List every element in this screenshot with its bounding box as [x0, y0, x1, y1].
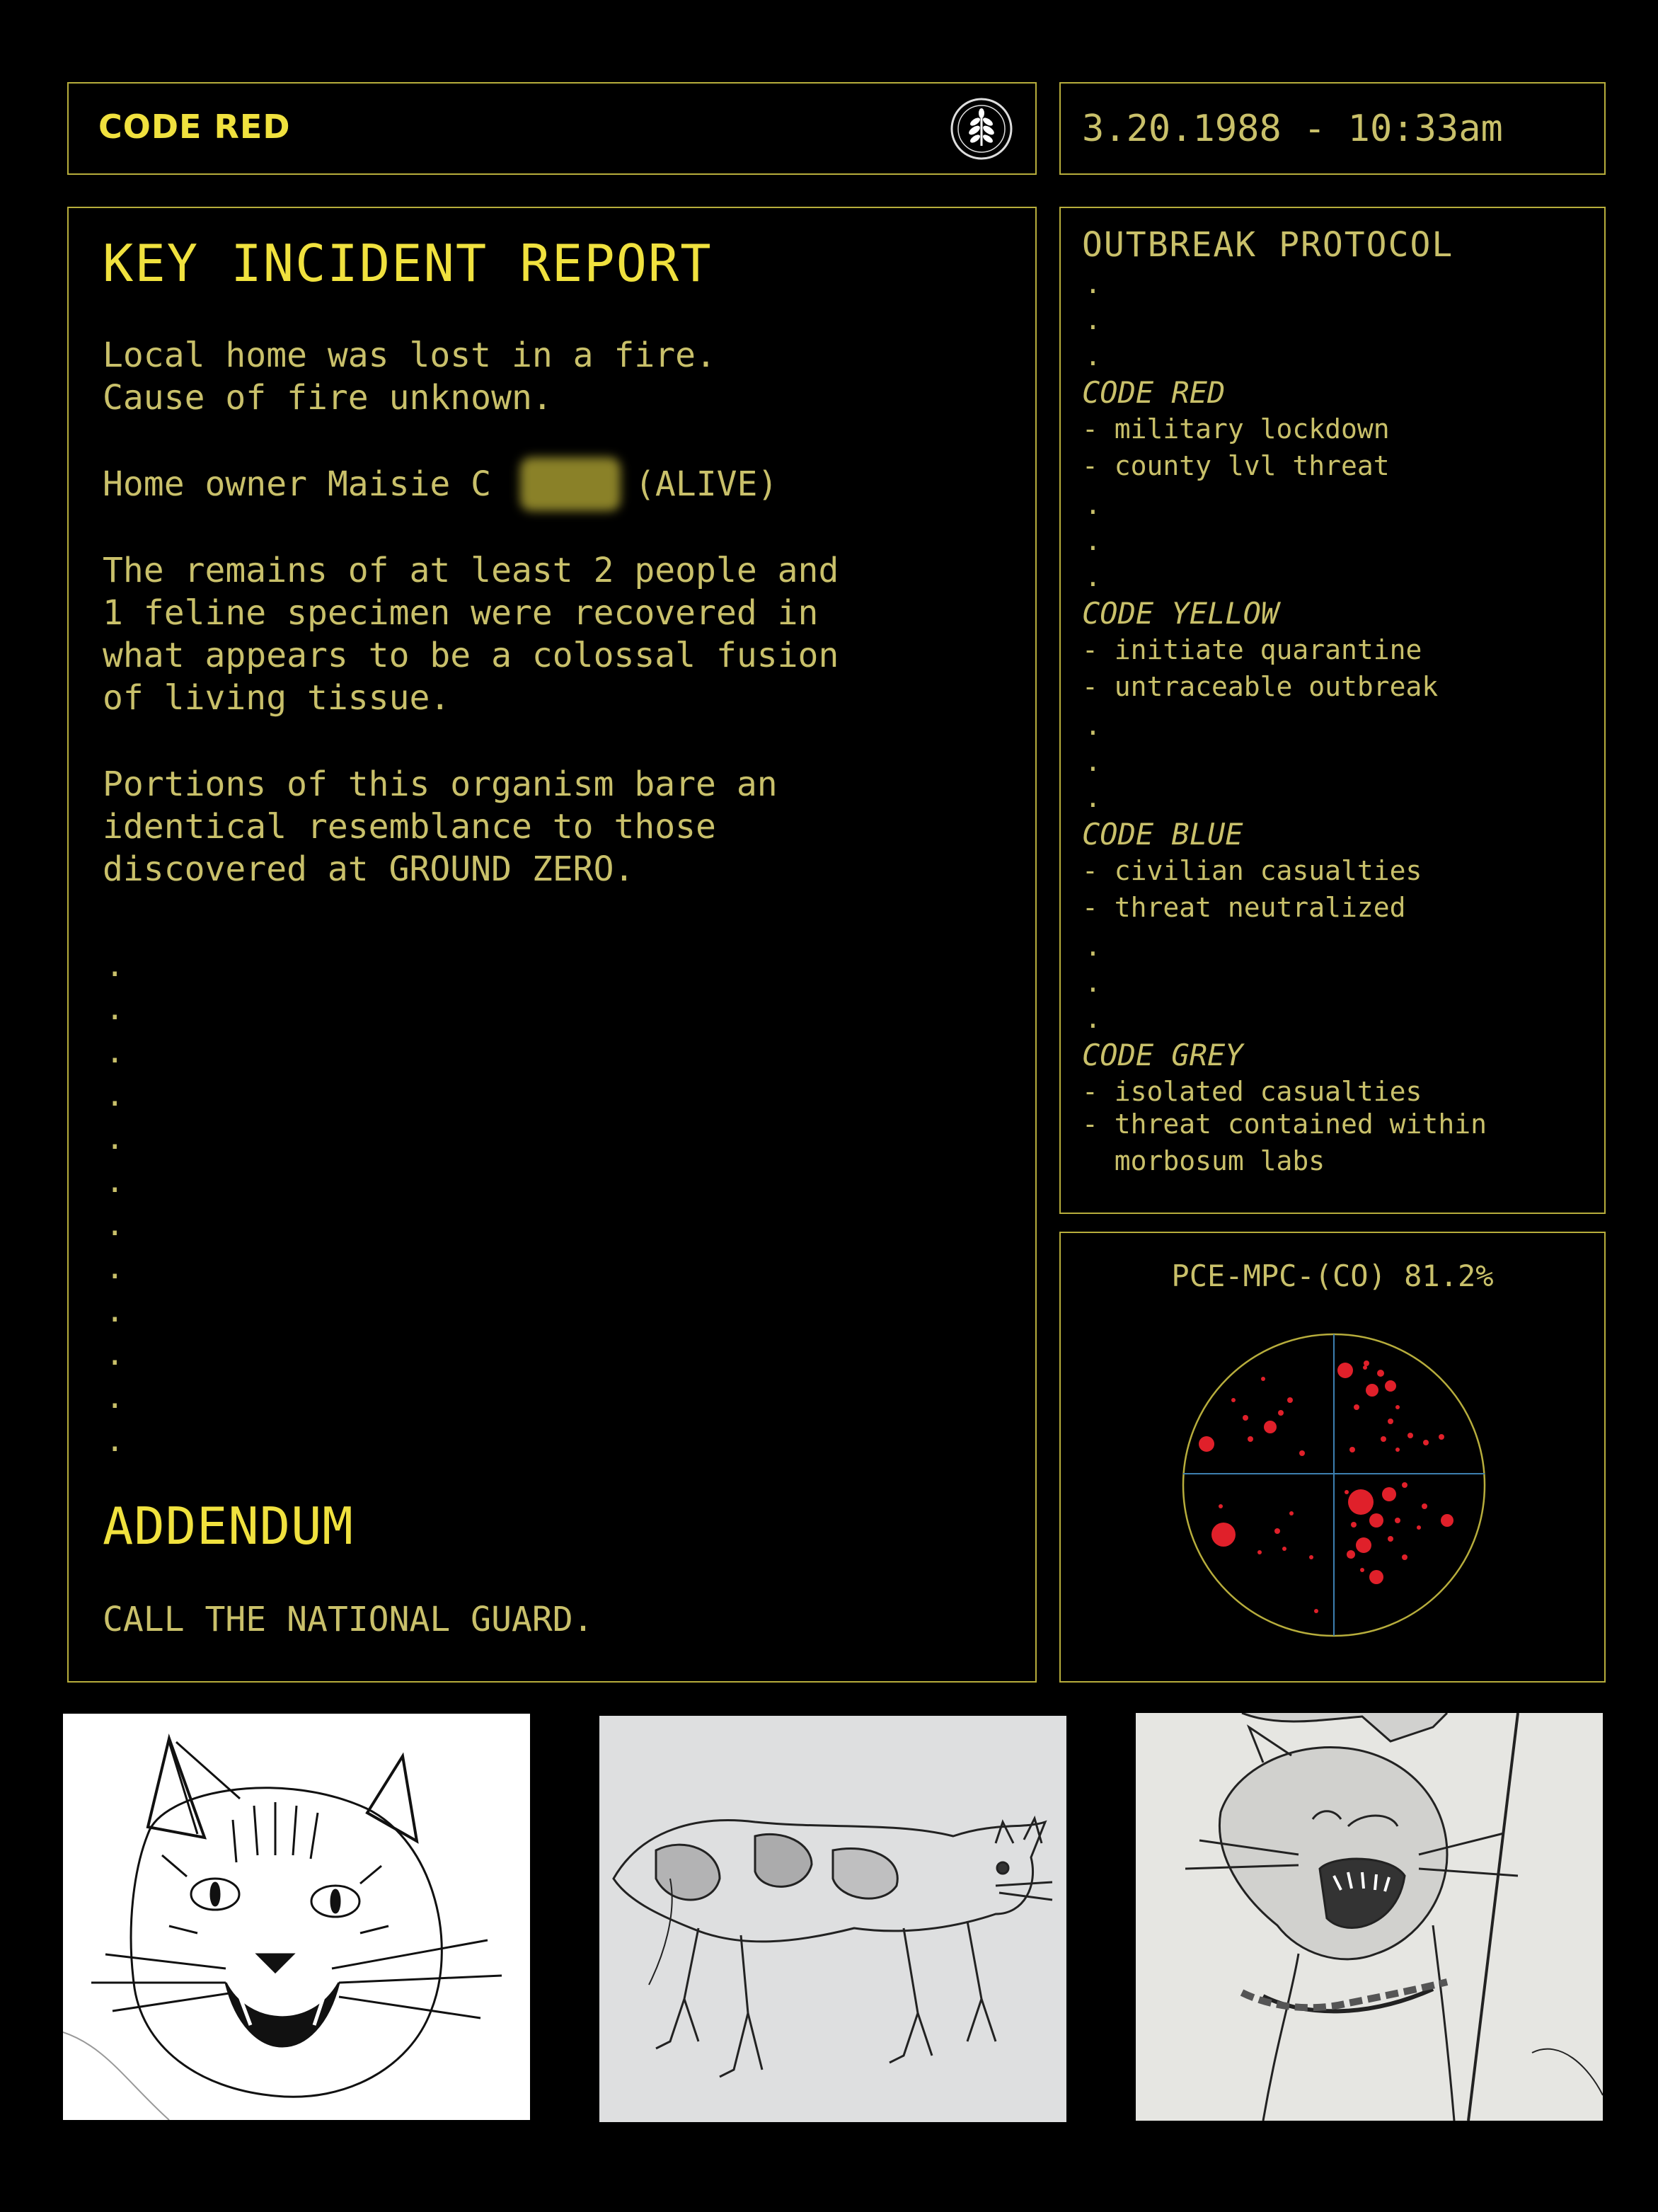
code-blue-item: - threat neutralized	[1082, 892, 1406, 923]
report-line: The remains of at least 2 people and	[103, 551, 839, 590]
code-blue-item: - civilian casualties	[1082, 855, 1422, 886]
code-grey-item: - threat contained within	[1082, 1108, 1487, 1140]
datetime-readout: 3.20.1988 - 10:33am	[1082, 108, 1503, 150]
report-line: of living tissue.	[103, 678, 451, 718]
redacted-surname	[520, 457, 621, 511]
owner-line-prefix: Home owner Maisie C	[103, 464, 492, 504]
code-yellow-item: - untraceable outbreak	[1082, 671, 1439, 702]
cat-sketch-image	[63, 1714, 530, 2120]
header-code-box	[67, 82, 1037, 175]
scope-panel	[1059, 1232, 1606, 1683]
snarling-creature-image	[1136, 1713, 1603, 2121]
code-yellow-item: - initiate quarantine	[1082, 634, 1422, 665]
owner-line-suffix: (ALIVE)	[635, 464, 778, 504]
code-blue-heading: CODE BLUE	[1082, 817, 1243, 852]
report-line: 1 feline specimen were recovered in	[103, 593, 819, 633]
protocol-dots: . . .	[1085, 489, 1101, 592]
report-ellipsis-dots: . . . . . . . . . . . .	[105, 948, 125, 1459]
code-red-heading: CODE RED	[1082, 375, 1226, 410]
petri-dish-scope	[1178, 1329, 1490, 1641]
incident-report-panel	[67, 207, 1037, 1683]
addendum-text: CALL THE NATIONAL GUARD.	[103, 1600, 594, 1639]
protocol-dots: . . .	[1085, 268, 1101, 372]
report-line: Portions of this organism bare an	[103, 764, 778, 804]
code-yellow-heading: CODE YELLOW	[1082, 596, 1279, 631]
protocol-dots: . . .	[1085, 931, 1101, 1034]
addendum-title: ADDENDUM	[103, 1496, 354, 1556]
leaf-emblem-icon	[949, 96, 1014, 161]
code-red-item: - county lvl threat	[1082, 450, 1390, 481]
creature-sketch-image	[599, 1716, 1066, 2122]
header-datetime-box	[1059, 82, 1606, 175]
code-grey-item: - isolated casualties	[1082, 1076, 1422, 1107]
report-line: identical resemblance to those	[103, 807, 716, 847]
scope-label: PCE-MPC-(CO) 81.2%	[1171, 1259, 1494, 1293]
code-grey-heading: CODE GREY	[1082, 1038, 1243, 1072]
code-grey-item: morbosum labs	[1082, 1145, 1325, 1176]
outbreak-protocol-panel	[1059, 207, 1606, 1214]
code-red-item: - military lockdown	[1082, 413, 1390, 445]
report-title: KEY INCIDENT REPORT	[103, 234, 713, 293]
protocol-dots: . . .	[1085, 710, 1101, 813]
code-label: CODE RED	[98, 108, 291, 146]
protocol-title: OUTBREAK PROTOCOL	[1082, 225, 1454, 265]
report-line: Cause of fire unknown.	[103, 378, 553, 418]
report-line: Local home was lost in a fire.	[103, 336, 716, 375]
report-line: what appears to be a colossal fusion	[103, 636, 839, 675]
report-line: discovered at GROUND ZERO.	[103, 849, 635, 889]
